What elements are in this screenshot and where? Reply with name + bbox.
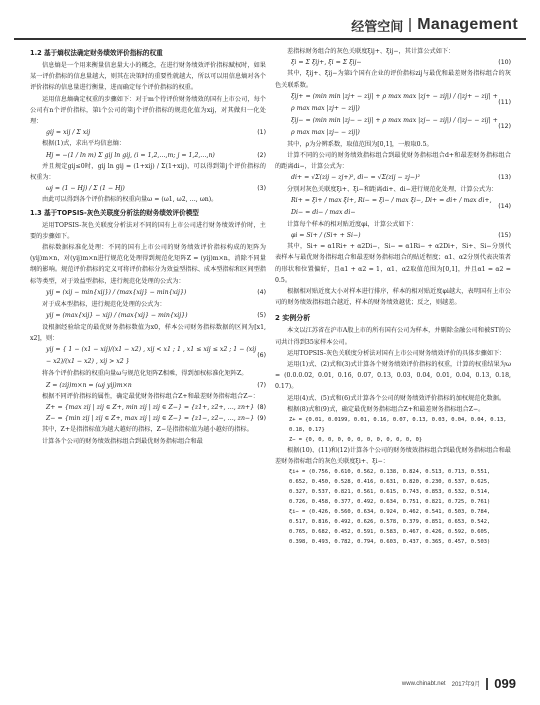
paragraph: 运用(1)式、(2)式和(3)式计算各个财务绩效评价指标的权重，计算的权重结果为ω = (0.0.0.02, 0.01, 0.16, 0.07, 0.13, 0.03, 0.04, 0.01, 0.04, 0.13, 0.18, 0.17)。 [275,361,511,391]
equation-12: ξij− = (min min |zj− − zij| + ρ max max |zj− − zij|) / (|zj− − zij| + ρ max max |zj− − zij|) (12) [291,116,511,136]
paragraph: 信息熵是一个用来衡量信息量大小的概念，在进行财务绩效评价指标赋权时，如果某一评价指标的信息量越大，则其在决策时的重要性就越大，所以可以用信息熵对各个评价指标的信息量进行衡量，进而确定每个评价指标的权重。 [30,62,266,92]
right-column [275,46,511,666]
equation-2: Hj = −(1 / ln m) Σ gij ln gij, (i = 1,2,…,m; j = 1,2,…,n) (2) [46,151,266,159]
header-divider [409,18,411,32]
equation-7: Z = (zij)m×n = (ωj yij)m×n (7) [46,381,266,389]
equation-9: Z− = {min zij | zij ∈ Z+, max zij | zij ∈ Z−} = {z1−, z2−, …, zn−} (9) [46,415,266,423]
paragraph: 根据相对贴近度大小对样本进行排序，样本的相对贴近度φi越大，表明国有上市公司的财务绩效指标组合越近，样本的财务绩效越优；反之，则越差。 [275,288,511,307]
column-name-en: Management [417,16,518,33]
z-minus-vector: Z− = {0, 0, 0, 0, 0, 0, 0, 0, 0, 0, 0, 0} [289,437,423,444]
paragraph: 计算每个样本的相对贴近度φi，计算公式如下： [287,220,418,228]
paragraph: 其中，ξij+、ξij−为第i个国有企业的评价指标zij与最优和最差财务指标组合的灰色关联系数。 [275,70,511,89]
paragraph: 计算不同的公司的财务绩效指标组合到最优财务指标组合d+和最差财务指标组合的距离di−，计算公式为： [275,152,511,171]
paragraph: 运用信息熵确定权重的步骤如下：对于m个待评价财务绩效的国有上市公司，每个公司有n个评价指标，第i个公司的第j个评价指标的规范化值为xij，对其做归一化处理： [30,95,266,126]
issue-date: 2017年9月 [451,682,481,688]
equation-6: yij = { 1 − (x1 − xij)/(x1 − x2) , xij < x1 ; 1 , x1 ≤ xij ≤ x2 ; 1 − (xij − x2)/(x1 − x2) , xij > x2 } (6) [46,346,266,366]
z-plus-vector: Z+ = {0.01, 0.0199, 0.01, 0.16, 0.07, 0.13, 0.03, 0.04, 0.04, 0.13, 0.18, 0.17} [289,417,507,434]
xi-minus-vector: ξi− = (0.426, 0.560, 0.634, 0.924, 0.462, 0.541, 0.503, 0.784, 0.517, 0.816, 0.492, 0.626, 0.578, 0.379, 0.851, 0.653, 0.542, 0.765, 0.682, 0.452, 0.591, 0.583, 0.467, 0.426, 0.592, 0.605, 0.398, 0.493, 0.782, 0.794, 0.603, 0.437, 0.365, 0.457, 0.503) [289,509,491,546]
equation-10: ξi = Σ ξij+, ξi = Σ ξij− (10) [291,59,511,67]
section-heading-2: 2 实例分析 [275,314,311,323]
paragraph: 运用TOPSIS-灰色关联度分析法对不同的国有上市公司进行财务绩效评价时，主要的步骤如下。 [30,221,266,240]
paragraph: 其中，ρ为分辨系数，取值范围为[0,1]，一般取0.5。 [287,140,433,148]
equation-13: di+ = √Σ(zij − zj+)², di− = √Σ(zij − zj−)² (13) [291,174,511,182]
paragraph: 本文以江苏省在沪市A股上市的所有国有公司为样本，并剔除金融公司和被ST的公司共计得到35家样本公司。 [275,327,511,346]
header-rule [14,38,526,40]
column-name-cn: 经管空间 [351,19,404,35]
paragraph: 运用(4)式、(5)式和(6)式计算各个公司的财务绩效评价指标的加权规范化数据。 [287,394,506,402]
equation-14: Ri+ = ξi+ / max ξi+, Ri− = ξi− / max ξi−, Di+ = di+ / max di+, Di− = di− / max di− (14) [291,196,511,216]
left-column [30,46,266,666]
xi-plus-vector: ξi+ = (0.756, 0.610, 0.562, 0.138, 0.824, 0.513, 0.713, 0.551, 0.652, 0.450, 0.528, 0.416, 0.631, 0.820, 0.230, 0.537, 0.625, 0.327, 0.537, 0.821, 0.561, 0.615, 0.743, 0.853, 0.532, 0.514, 0.726, 0.458, 0.377, 0.492, 0.634, 0.751, 0.821, 0.725, 0.761) [289,469,491,506]
paragraph: 其中，Si+ = α1Ri+ + α2Di−，Si− = α1Ri− + α2Di+，Si+、Si−分别代表样本与最优财务指标组合和最差财务指标组合的贴近程度；α1、α2分别代表决策者的形状和位置偏好，且α1 + α2 = 1，α1、α2取值范围为[0,1]，并且α1 = α2 = 0.5。 [275,243,511,284]
paragraph: 将各个评价指标的权重向量ω与规范化矩阵Z相乘，得到加权标准化矩阵Z。 [42,370,248,378]
journal-header [351,14,518,36]
paragraph: 并且规定gij≤0时，gij ln gij = (1+xij) / Σ(1+xij)，可以得到第j个评价指标的权重为： [30,162,266,182]
paragraph: 设根据经验给定的最优财务指标数值为x0，样本公司财务指标数据的区间为[x1, x2]，则： [30,324,266,343]
page-footer [402,676,516,691]
paragraph: 根据不同评价指标的属性，确定最优财务指标组合Z+和最差财务指标组合Z−： [42,392,259,400]
paragraph: 根据(8)式和(9)式，确定最优财务指标组合Z+和最差财务指标组合Z−。 [287,405,485,413]
paragraph: 差指标财务组合的灰色关联度ξij+、ξij−，其计算公式如下： [287,48,455,55]
page-number: 099 [494,676,516,691]
journal-website: www.chinabt.net [401,680,446,687]
paragraph: 对于成本型指标，进行规范化处理的公式为： [42,300,166,308]
equation-15: φi = Si+ / (Si+ + Si−) (15) [291,232,511,240]
paragraph: 运用TOPSIS-灰色关联度分析法对国有上市公司财务绩效评价的具体步骤如下： [287,349,506,357]
equation-4: yij = (xij − min{xij}) / (max{xij} − min{xij}) (4) [46,288,266,296]
equation-3: ωj = (1 − Hj) / Σ (1 − Hj) (3) [46,185,266,193]
equation-8: Z+ = {max zij | zij ∈ Z+, min zij | zij ∈ Z−} = {z1+, z2+, …, zn+} (8) [46,404,266,412]
paragraph: 由此可以得到各个评价指标的权重向量ω = (ω1, ω2, …, ωn)。 [42,196,218,204]
paragraph: 根据(10)、(11)和(12)计算各个公司的财务绩效指标组合到最优财务指标组合和最差财务指标组合的灰色关联度ξi+、ξi−： [275,447,511,466]
paragraph: 指标数据标准化处理：不同的国有上市公司的财务绩效评价指标构成的矩阵为(yij)m×n，对(yij)m×n进行规范化处理得到规范化矩阵Z = (yij)m×n，消除不同量纲的影响。规范评价指标的定义可将评价指标分为效益型指标、成本型指标和区间型指标等类型，对于效益型指标，进行规范化处理的公式为： [30,244,266,285]
paragraph: 分别对灰色关联度ξi+、ξi−和距离di+、di−进行规范化处理，计算公式为： [287,185,498,193]
paragraph: 其中，Z+是指指标值为越大越好的指标，Z−是指指标值为越小越好的指标。 [42,426,253,434]
equation-1: gij = xij / Σ xij (1) [46,129,266,137]
section-heading-1-2: 1.2 基于熵权法确定财务绩效评价指标的权重 [30,49,163,57]
equation-11: ξij+ = (min min |zj+ − zij| + ρ max max |zj+ − zij|) / (|zj+ − zij| + ρ max max |zj+ − zij|) (11) [291,92,511,112]
section-heading-1-3: 1.3 基于TOPSIS-灰色关联度分析法的财务绩效评价模型 [30,208,199,217]
paragraph: 计算各个公司的财务绩效指标组合到最优财务指标组合和最 [42,437,203,445]
paragraph: 根据(1)式，求出平均信息熵： [42,140,126,148]
footer-divider [486,678,488,690]
equation-5: yij = (max{xij} − xij) / (max{xij} − min{xij}) (5) [46,312,266,320]
